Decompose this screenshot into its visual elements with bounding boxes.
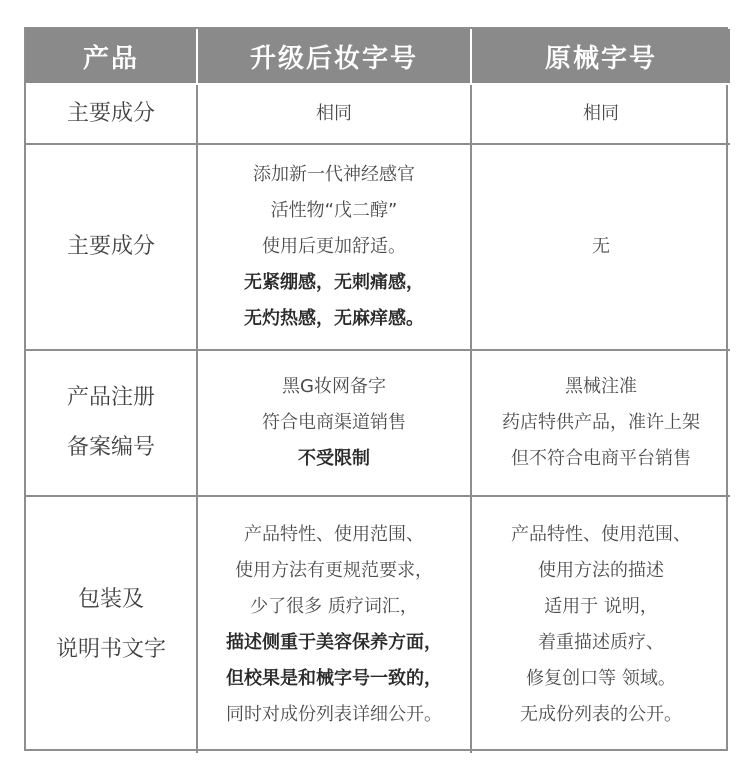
row-label-line: 产品注册 <box>66 385 155 410</box>
cell-line: 活性物“戊二醇” <box>270 200 398 221</box>
row-label-line: 主要成分 <box>66 234 155 259</box>
original-cell <box>472 145 730 351</box>
row-label-line: 说明书文字 <box>55 637 166 662</box>
upgraded-cell <box>198 145 472 351</box>
cell-line: 着重描述质疗、 <box>538 632 664 653</box>
cell-line: 添加新一代神经感官 <box>253 164 415 185</box>
cell-line: 无成份列表的公开。 <box>520 704 682 725</box>
upgraded-cell <box>198 351 472 497</box>
cell-line: 修复创口等 领域。 <box>526 668 676 689</box>
original-cell <box>472 85 730 145</box>
header-original: 原械字号 <box>472 29 730 85</box>
cell-line: 黑械注准 <box>565 376 637 397</box>
cell-line: 黑G妆网备字 <box>282 376 386 397</box>
cell-line: 使用后更加舒适。 <box>262 236 406 257</box>
upgraded-cell <box>198 497 472 753</box>
cell-line: 使用方法有更规范要求， <box>235 560 433 581</box>
cell-line: 药店特供产品，准许上架 <box>502 412 700 433</box>
row-label-line: 包装及 <box>77 587 144 612</box>
comparison-table <box>24 27 728 751</box>
cell-line: 无紧绷感，无刺痛感， <box>244 272 424 293</box>
row-label-line: 主要成分 <box>66 101 155 126</box>
header-product: 产品 <box>26 29 198 85</box>
cell-line: 描述侧重于美容保养方面， <box>226 632 442 653</box>
cell-line: 不受限制 <box>298 448 370 469</box>
row-label-line: 备案编号 <box>66 435 155 460</box>
header-upgraded: 升级后妆字号 <box>198 29 472 85</box>
upgraded-cell <box>198 85 472 145</box>
original-cell <box>472 351 730 497</box>
cell-line: 同时对成份列表详细公开。 <box>226 704 442 725</box>
row-label <box>26 351 198 497</box>
cell-line: 使用方法的描述 <box>538 560 664 581</box>
cell-line: 相同 <box>316 103 352 124</box>
cell-line: 产品特性、使用范围、 <box>244 524 424 545</box>
cell-line: 产品特性、使用范围、 <box>511 524 691 545</box>
row-label <box>26 497 198 753</box>
cell-line: 符合电商渠道销售 <box>262 412 406 433</box>
cell-line: 无 <box>592 236 610 257</box>
cell-line: 但不符合电商平台销售 <box>511 448 691 469</box>
row-label <box>26 85 198 145</box>
cell-line: 少了很多 质疗词汇， <box>250 596 418 617</box>
cell-line: 适用于 说明， <box>544 596 658 617</box>
cell-line: 无灼热感，无麻痒感。 <box>244 308 424 329</box>
cell-line: 相同 <box>583 103 619 124</box>
row-label <box>26 145 198 351</box>
cell-line: 但校果是和械字号一致的， <box>226 668 442 689</box>
original-cell <box>472 497 730 753</box>
